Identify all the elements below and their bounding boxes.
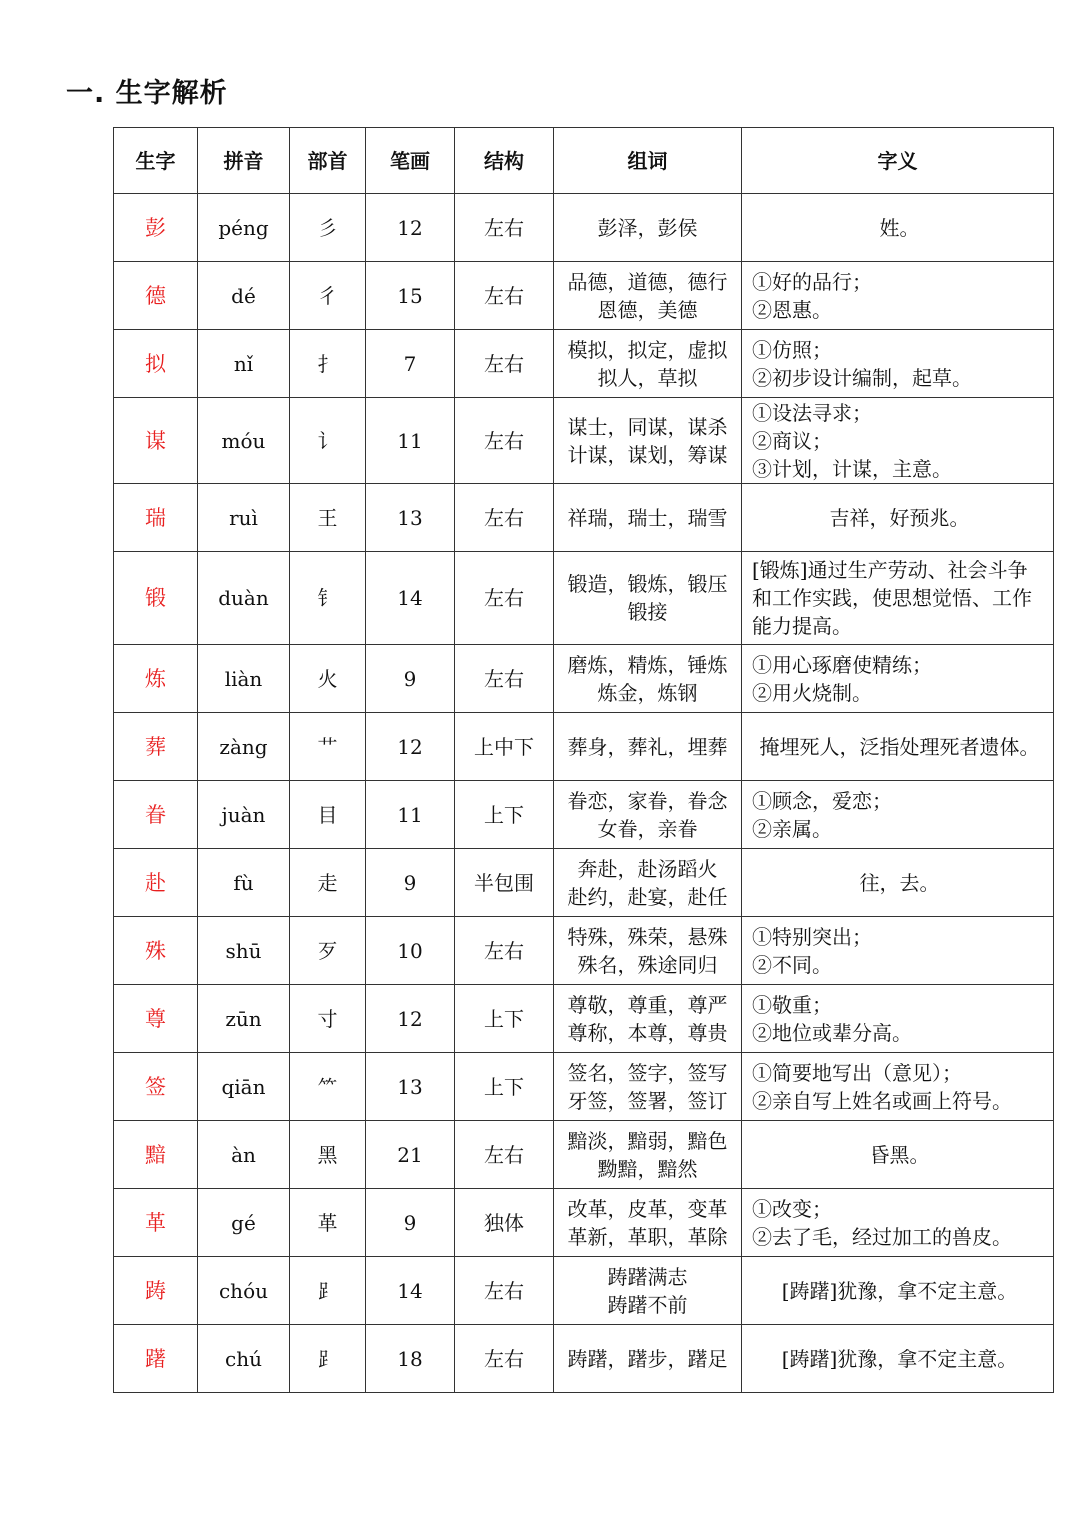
char-cell: 黯	[114, 1121, 198, 1189]
strokes-cell: 9	[366, 1189, 455, 1257]
meaning-cell	[742, 849, 1054, 917]
words-cell	[554, 645, 742, 713]
meaning-line: [踌躇]犹豫，拿不定主意。	[781, 1346, 1018, 1371]
char-cell: 殊	[114, 917, 198, 985]
header-strokes: 笔画	[366, 128, 455, 194]
pinyin-cell: dé	[198, 262, 290, 330]
meaning-line: 掩埋死人，泛指处理死者遗体。	[759, 734, 1040, 759]
structure-cell: 左右	[455, 1121, 554, 1189]
pinyin-cell: qiān	[198, 1053, 290, 1121]
word-line: 炼金，炼钢	[597, 680, 698, 705]
table-row	[114, 398, 1054, 484]
radical-cell: 扌	[290, 330, 366, 398]
header-structure: 结构	[455, 128, 554, 194]
structure-cell: 独体	[455, 1189, 554, 1257]
word-line: 眷恋，家眷，眷念	[567, 788, 728, 813]
strokes-cell: 14	[366, 552, 455, 645]
strokes-cell: 11	[366, 781, 455, 849]
word-line: 奔赴，赴汤蹈火	[577, 856, 718, 881]
strokes-cell: 15	[366, 262, 455, 330]
words-cell	[554, 262, 742, 330]
strokes-cell: 13	[366, 484, 455, 552]
strokes-cell: 9	[366, 849, 455, 917]
table-row	[114, 917, 1054, 985]
radical-cell: ⻊	[290, 1257, 366, 1325]
words-cell	[554, 1257, 742, 1325]
structure-cell: 左右	[455, 194, 554, 262]
radical-cell: 黑	[290, 1121, 366, 1189]
table-row	[114, 1325, 1054, 1393]
meaning-line: ①改变；	[752, 1196, 832, 1221]
word-line: 葬身，葬礼，埋葬	[567, 734, 728, 759]
words-cell	[554, 398, 742, 484]
table-row	[114, 484, 1054, 552]
char-cell: 赴	[114, 849, 198, 917]
table-row	[114, 1053, 1054, 1121]
radical-cell: 彳	[290, 262, 366, 330]
strokes-cell: 21	[366, 1121, 455, 1189]
meaning-line: ①顾念，爱恋；	[752, 788, 892, 813]
word-line: 品德，道德，德行	[567, 269, 728, 294]
structure-cell: 左右	[455, 552, 554, 645]
meaning-cell	[742, 552, 1054, 645]
char-cell: 踌	[114, 1257, 198, 1325]
meaning-cell	[742, 1189, 1054, 1257]
strokes-cell: 13	[366, 1053, 455, 1121]
char-cell: 拟	[114, 330, 198, 398]
strokes-cell: 9	[366, 645, 455, 713]
pinyin-cell: àn	[198, 1121, 290, 1189]
pinyin-cell: móu	[198, 398, 290, 484]
pinyin-cell: liàn	[198, 645, 290, 713]
meaning-cell	[742, 262, 1054, 330]
pinyin-cell: juàn	[198, 781, 290, 849]
char-cell: 眷	[114, 781, 198, 849]
table-row	[114, 985, 1054, 1053]
structure-cell: 左右	[455, 330, 554, 398]
pinyin-cell: shū	[198, 917, 290, 985]
structure-cell: 左右	[455, 1325, 554, 1393]
pinyin-cell: nǐ	[198, 330, 290, 398]
strokes-cell: 10	[366, 917, 455, 985]
words-cell	[554, 484, 742, 552]
meaning-line: ②亲自写上姓名或画上符号。	[752, 1088, 1012, 1113]
meaning-line: 昏黑。	[869, 1142, 930, 1167]
pinyin-cell: chóu	[198, 1257, 290, 1325]
meaning-cell	[742, 330, 1054, 398]
meaning-line: 吉祥，好预兆。	[829, 505, 970, 530]
table-row	[114, 194, 1054, 262]
meaning-line: ①好的品行；	[752, 269, 872, 294]
word-line: 改革，皮革，变革	[567, 1196, 728, 1221]
hanzi-analysis-table	[113, 127, 1054, 1393]
pinyin-cell: gé	[198, 1189, 290, 1257]
header-char: 生字	[114, 128, 198, 194]
word-line: 恩德，美德	[597, 297, 698, 322]
table-row	[114, 552, 1054, 645]
words-cell	[554, 713, 742, 781]
word-line: 特殊，殊荣，悬殊	[567, 924, 728, 949]
char-cell: 锻	[114, 552, 198, 645]
strokes-cell: 11	[366, 398, 455, 484]
meaning-cell	[742, 1257, 1054, 1325]
meaning-line: 姓。	[879, 215, 920, 240]
words-cell	[554, 1325, 742, 1393]
radical-cell: 目	[290, 781, 366, 849]
meaning-line: ②恩惠。	[752, 297, 832, 322]
word-line: 谋士，同谋，谋杀	[567, 414, 728, 439]
pinyin-cell: zàng	[198, 713, 290, 781]
radical-cell: ⺮	[290, 1053, 366, 1121]
meaning-line: ②亲属。	[752, 816, 832, 841]
structure-cell: 半包围	[455, 849, 554, 917]
radical-cell: 火	[290, 645, 366, 713]
structure-cell: 左右	[455, 484, 554, 552]
strokes-cell: 18	[366, 1325, 455, 1393]
pinyin-cell: duàn	[198, 552, 290, 645]
radical-cell: 歹	[290, 917, 366, 985]
table-row	[114, 1121, 1054, 1189]
word-line: 模拟，拟定，虚拟	[567, 337, 728, 362]
structure-cell: 左右	[455, 1257, 554, 1325]
meaning-line: ①特别突出；	[752, 924, 872, 949]
meaning-line: ①仿照；	[752, 337, 832, 362]
header-pinyin: 拼音	[198, 128, 290, 194]
word-line: 尊敬，尊重，尊严	[567, 992, 728, 1017]
word-line: 锻接	[627, 600, 668, 624]
table-row	[114, 781, 1054, 849]
structure-cell: 上下	[455, 1053, 554, 1121]
radical-cell: 寸	[290, 985, 366, 1053]
meaning-cell	[742, 713, 1054, 781]
strokes-cell: 12	[366, 713, 455, 781]
char-cell: 尊	[114, 985, 198, 1053]
meaning-line: ②不同。	[752, 952, 832, 977]
meaning-cell	[742, 1325, 1054, 1393]
word-line: 踌躇满志	[607, 1264, 688, 1289]
char-cell: 葬	[114, 713, 198, 781]
meaning-line: ①敬重；	[752, 992, 832, 1017]
strokes-cell: 7	[366, 330, 455, 398]
table-row	[114, 849, 1054, 917]
meaning-cell	[742, 484, 1054, 552]
table-row	[114, 1189, 1054, 1257]
structure-cell: 左右	[455, 917, 554, 985]
meaning-cell	[742, 645, 1054, 713]
structure-cell: 左右	[455, 398, 554, 484]
meaning-cell	[742, 985, 1054, 1053]
radical-cell: 王	[290, 484, 366, 552]
meaning-cell	[742, 194, 1054, 262]
structure-cell: 左右	[455, 262, 554, 330]
char-cell: 炼	[114, 645, 198, 713]
section-title: 一. 生字解析	[66, 78, 228, 109]
pinyin-cell: fù	[198, 849, 290, 917]
structure-cell: 上下	[455, 781, 554, 849]
word-line: 祥瑞，瑞士，瑞雪	[567, 505, 728, 530]
structure-cell: 左右	[455, 645, 554, 713]
words-cell	[554, 985, 742, 1053]
meaning-line: [锻炼]通过生产劳动、社会斗争和工作实践，使思想觉悟、工作能力提高。	[752, 558, 1032, 638]
word-line: 踌躇，躇步，躇足	[567, 1346, 728, 1371]
meaning-line: ②去了毛，经过加工的兽皮。	[752, 1224, 1012, 1249]
table-row	[114, 645, 1054, 713]
table-row	[114, 330, 1054, 398]
table-header-row	[114, 128, 1054, 194]
pinyin-cell: chú	[198, 1325, 290, 1393]
words-cell	[554, 849, 742, 917]
table-body	[114, 194, 1054, 1393]
word-line: 计谋，谋划，筹谋	[567, 442, 728, 467]
meaning-line: ①简要地写出（意见）；	[752, 1060, 962, 1085]
strokes-cell: 12	[366, 985, 455, 1053]
strokes-cell: 14	[366, 1257, 455, 1325]
pinyin-cell: zūn	[198, 985, 290, 1053]
word-line: 殊名，殊途同归	[577, 952, 718, 977]
words-cell	[554, 781, 742, 849]
word-line: 签名，签字，签写	[567, 1060, 728, 1085]
meaning-line: ③计划，计谋，主意。	[752, 456, 952, 481]
meaning-cell	[742, 398, 1054, 484]
char-cell: 德	[114, 262, 198, 330]
header-words: 组词	[554, 128, 742, 194]
meaning-line: ②商议；	[752, 428, 832, 453]
char-cell: 彭	[114, 194, 198, 262]
table-row	[114, 1257, 1054, 1325]
header-radical: 部首	[290, 128, 366, 194]
words-cell	[554, 330, 742, 398]
pinyin-cell: ruì	[198, 484, 290, 552]
meaning-line: ②地位或辈分高。	[752, 1020, 912, 1045]
radical-cell: 艹	[290, 713, 366, 781]
words-cell	[554, 1053, 742, 1121]
radical-cell: 彡	[290, 194, 366, 262]
char-cell: 签	[114, 1053, 198, 1121]
meaning-cell	[742, 917, 1054, 985]
word-line: 黝黯，黯然	[597, 1156, 698, 1181]
word-line: 磨炼，精炼，锤炼	[567, 652, 728, 677]
words-cell	[554, 552, 742, 645]
words-cell	[554, 1189, 742, 1257]
word-line: 女眷，亲眷	[597, 816, 698, 841]
words-cell	[554, 917, 742, 985]
word-line: 革新，革职，革除	[567, 1224, 728, 1249]
radical-cell: 走	[290, 849, 366, 917]
word-line: 赴约，赴宴，赴任	[567, 884, 728, 909]
meaning-line: 往，去。	[859, 870, 940, 895]
meaning-line: ②用火烧制。	[752, 680, 872, 705]
char-cell: 躇	[114, 1325, 198, 1393]
char-cell: 革	[114, 1189, 198, 1257]
meaning-line: [踌躇]犹豫，拿不定主意。	[781, 1278, 1018, 1303]
word-line: 牙签，签署，签订	[567, 1088, 728, 1113]
meaning-line: ①设法寻求；	[752, 400, 872, 425]
word-line: 锻造，锻炼，锻压	[567, 572, 728, 596]
radical-cell: 钅	[290, 552, 366, 645]
words-cell	[554, 1121, 742, 1189]
word-line: 踌躇不前	[607, 1292, 688, 1317]
words-cell	[554, 194, 742, 262]
word-line: 拟人，草拟	[597, 365, 698, 390]
char-cell: 谋	[114, 398, 198, 484]
meaning-line: ②初步设计编制，起草。	[752, 365, 972, 390]
meaning-cell	[742, 1121, 1054, 1189]
radical-cell: 讠	[290, 398, 366, 484]
meaning-line: ①用心琢磨使精练；	[752, 652, 932, 677]
word-line: 尊称，本尊，尊贵	[567, 1020, 728, 1045]
word-line: 彭泽，彭侯	[597, 215, 698, 240]
radical-cell: 革	[290, 1189, 366, 1257]
header-meaning: 字义	[742, 128, 1054, 194]
char-cell: 瑞	[114, 484, 198, 552]
table-row	[114, 713, 1054, 781]
meaning-cell	[742, 781, 1054, 849]
radical-cell: ⻊	[290, 1325, 366, 1393]
pinyin-cell: péng	[198, 194, 290, 262]
table-row	[114, 262, 1054, 330]
meaning-cell	[742, 1053, 1054, 1121]
strokes-cell: 12	[366, 194, 455, 262]
word-line: 黯淡，黯弱，黯色	[567, 1128, 728, 1153]
structure-cell: 上下	[455, 985, 554, 1053]
structure-cell: 上中下	[455, 713, 554, 781]
